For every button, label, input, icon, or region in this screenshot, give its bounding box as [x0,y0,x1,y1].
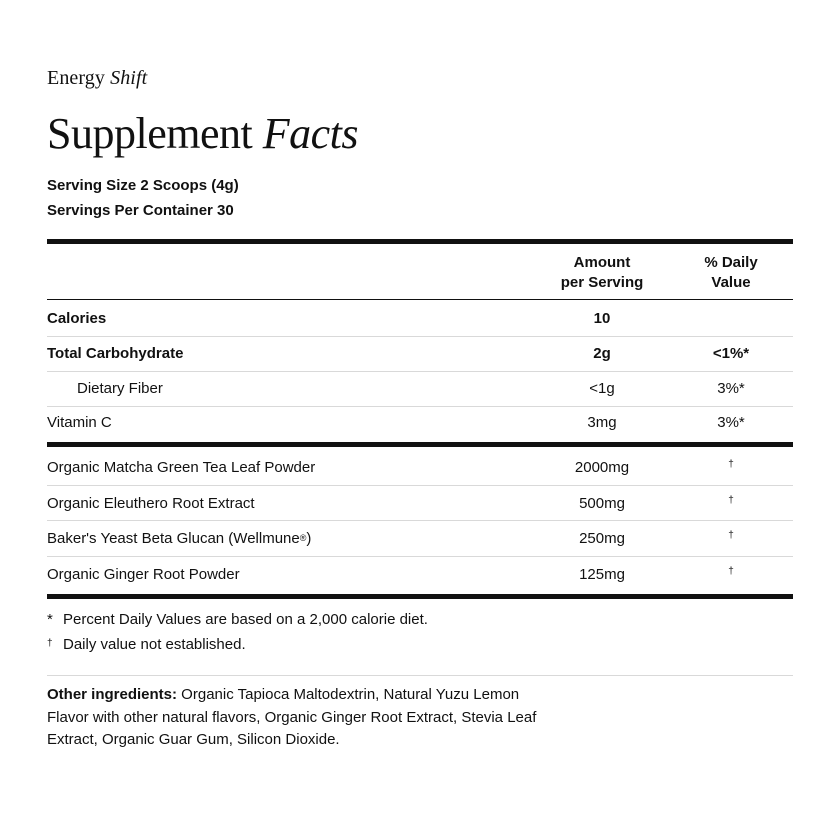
row-divider [47,520,793,521]
ingredient-name [47,529,311,550]
ingredient-amount: 500mg [579,495,625,512]
table-row-matcha [47,458,793,478]
ingredient-amount: 125mg [579,566,625,583]
amount-header-line2: per Serving [560,274,644,291]
ingredient-name-end: ) [306,530,312,547]
serving-size: Serving Size 2 Scoops (4g) [47,177,239,194]
row-divider [47,336,793,337]
amount-per-serving-header [552,253,652,293]
ingredient-daily-value: † [728,459,734,470]
brand-name-italic: Shift [110,67,148,89]
brand-name-main: Energy [47,67,105,89]
divider-thick-middle [47,442,793,447]
other-ingredients-label: Other ingredients: [47,686,178,703]
daily-header-line1: % Daily [704,254,758,271]
panel-title-main: Supplement [47,109,253,158]
footnote-not-established [47,636,246,653]
ingredient-name: Organic Ginger Root Powder [47,566,240,583]
nutrient-daily-value: <1%* [712,345,750,362]
panel-title [47,109,358,158]
table-row-vitamin-c [47,413,793,433]
brand-name [47,67,147,90]
nutrient-name: Calories [47,310,107,327]
footnote-dagger-text: Daily value not established. [63,636,246,653]
nutrient-name: Dietary Fiber [77,380,163,397]
table-row-total-carbohydrate [47,344,793,364]
ingredient-name: Organic Eleuthero Root Extract [47,495,255,512]
nutrient-amount: 2g [593,345,611,362]
nutrient-amount: <1g [589,380,615,397]
ingredient-daily-value: † [728,495,734,506]
other-ingredients [47,684,537,752]
ingredient-daily-value: † [728,530,734,541]
ingredient-name-text: Baker's Yeast Beta Glucan (Wellmune [47,530,300,547]
table-row-eleuthero [47,494,793,514]
footnote-asterisk-text: Percent Daily Values are based on a 2,000 calorie diet. [63,611,428,628]
nutrient-amount: 3mg [587,414,617,431]
ingredient-name: Organic Matcha Green Tea Leaf Powder [47,459,316,476]
ingredient-amount: 2000mg [574,459,630,476]
daily-value-header [681,253,781,293]
ingredient-daily-value: † [728,566,734,577]
row-divider [47,406,793,407]
nutrient-daily-value: 3%* [717,380,745,397]
divider-thick-top [47,239,793,244]
row-divider [47,556,793,557]
divider-other-ingredients [47,675,793,676]
row-divider [47,371,793,372]
table-row-beta-glucan [47,529,793,549]
panel-title-italic: Facts [262,109,358,158]
footnote-asterisk: * [47,611,53,628]
registered-mark: ® [299,533,307,543]
nutrient-name: Vitamin C [47,414,112,431]
table-row-calories [47,309,793,329]
ingredient-amount: 250mg [579,530,625,547]
footnote-dagger: † [47,638,53,649]
divider-thick-bottom [47,594,793,599]
nutrient-name: Total Carbohydrate [47,345,184,362]
table-row-ginger [47,565,793,585]
nutrient-amount: 10 [593,310,611,327]
other-ingredients-text: Organic Tapioca Maltodextrin, Natural Yuzu Lemon Flavor with other natural flavors, Organic Ginger Root Extract, Stevia Leaf Extract, Organic Guar Gum, Silicon Dioxide. [47,686,537,748]
servings-per-container: Servings Per Container 30 [47,202,234,219]
daily-header-line2: Value [711,274,751,291]
table-row-dietary-fiber [47,379,793,399]
footnote-percent-daily [47,611,428,628]
divider-header [47,299,793,300]
row-divider [47,485,793,486]
nutrient-daily-value: 3%* [717,414,745,431]
amount-header-line1: Amount [573,254,631,271]
